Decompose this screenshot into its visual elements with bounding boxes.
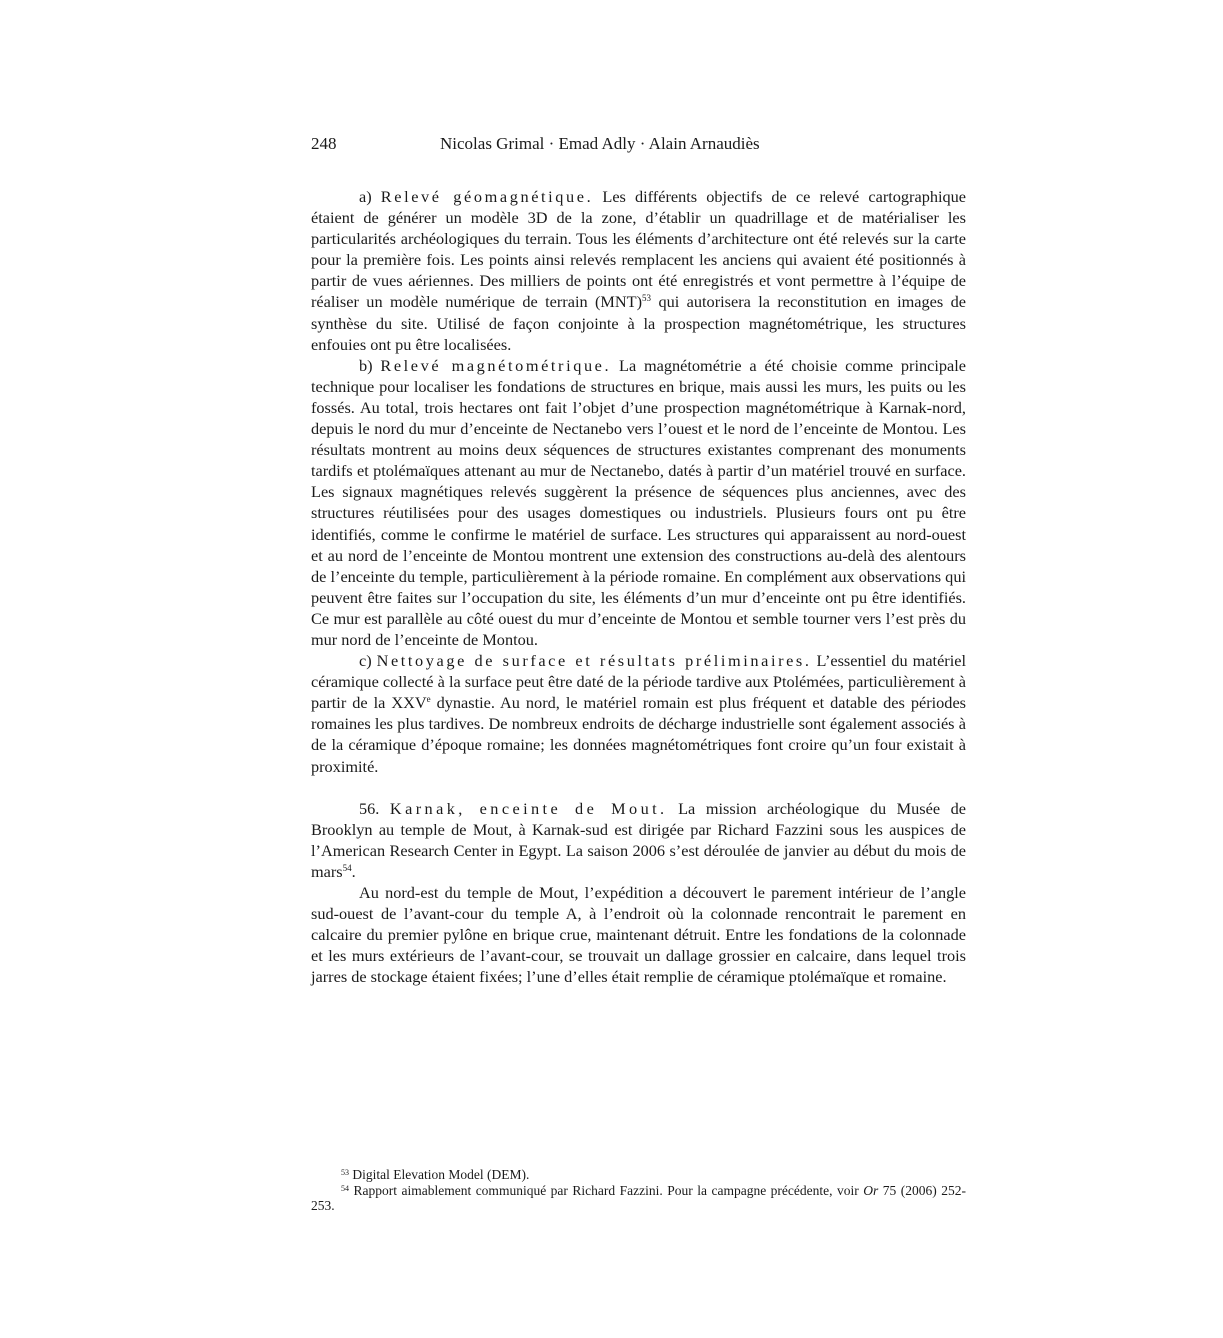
entry-heading: Karnak, enceinte de Mout. (389, 798, 668, 818)
paragraph-text-continued: dynastie. Au nord, le matériel romain est plus fréquent et datable des périodes romaines les plus tardives. De nombreux endroits de décharge industrielle sont également associés à de la céramique d’époque romaine; les données magnétométriques font croire qu’un four existait à proximité. (311, 693, 967, 776)
section-heading: Relevé magnétométrique. (380, 355, 612, 375)
paragraph-text: La mission archéologique du Musée de Brooklyn au temple de Mout, à Karnak-sud est dirigée par Richard Fazzini sous les auspices de l’American Research Center in Egypt. La saison 2006 s’est déroulée de janvier au début du mois de mars (311, 798, 967, 881)
footnote-text-continued: 75 (2006) 252-253. (311, 1182, 966, 1213)
paragraph-text-continued: qui autorisera la reconstitution en images de synthèse du site. Utilisé de façon conjointe à la prospection magnétométrique, les structures enfouies ont pu être localisées. (311, 292, 967, 354)
footnote-reference: 54 (342, 862, 352, 873)
footnote-number: 53 (341, 1168, 349, 1177)
paragraph-text: L’essentiel du matériel céramique collecté à la surface peut être daté de la période tardive aux Ptolémées, particulièrement à partir de la XXV (311, 651, 966, 713)
journal-abbreviation: Or (863, 1182, 879, 1198)
footnote-number: 54 (341, 1183, 349, 1193)
paragraph-text: La magnétométrie a été choisie comme principale technique pour localiser les fondations de structures en brique, mais aussi les murs, les puits ou les fossés. Au total, trois hectares ont fait l’objet d’une prospection magnétométrique à Karnak-nord, depuis le nord du mur d’enceinte de Nectanebo vers l’ouest et le nord de l’enceinte de Montou. Les résultats montrent au moins deux séquences de structures existantes comprenant des monuments tardifs et ptolémaïques attenant au mur de Nectanebo, datés à partir d’un matériel trouvé en surface. Les signaux magnétiques relevés suggèrent la présence de séquences plus anciennes, avec des structures réutilisées pour des usages domestiques ou industriels. Plusieurs fours ont pu être identifiés, comme le confirme le matériel de surface. Les structures qui apparaissent au nord-ouest et au nord de l’enceinte de Montou montrent une extension des constructions au-delà des alentours de l’enceinte du temple, particulièrement à la période romaine. En complément aux observations qui peuvent être faites sur l’occupation du site, les éléments d’un mur d’enceinte ont pu être identifiés. Ce mur est parallèle au côté ouest du mur d’enceinte de Montou et semble tourner vers l’est près du mur nord de l’enceinte de Montou. (311, 355, 966, 649)
entry-number: 56. (359, 798, 380, 818)
paragraph-nettoyage-de-surface (311, 650, 966, 777)
paragraph-text: Les différents objectifs de ce relevé cartographique étaient de générer un modèle 3D de la zone, d’établir un quadrillage et de matérialiser les particularités archéologiques du terrain. Tous les éléments d’architecture ont été relevés sur la carte pour la première fois. Les points ainsi relevés remplacent les anciens qui avaient été positionnés à partir de vues aériennes. Des milliers de points ont été enregistrés et vont permettre à l’équipe de réaliser un modèle numérique de terrain (MNT) (311, 187, 967, 312)
section-gap (311, 777, 966, 798)
section-prefix: a) (359, 187, 381, 206)
running-head-authors: Nicolas Grimal · Emad Adly · Alain Arnaudiès (440, 134, 760, 153)
paragraph-releve-geomagnetique (311, 186, 966, 355)
paragraph-releve-magnetometrique (311, 355, 966, 650)
paragraph-entry-56 (311, 798, 966, 882)
paragraph-temple-de-mout: Au nord-est du temple de Mout, l’expédition a découvert le parement intérieur de l’angle sud-ouest de l’avant-cour du temple A, à l’endroit où la colonnade rencontrait le parement en calcaire du premier pylône en brique crue, maintenant détruit. Entre les fondations de la colonnade et les murs extérieurs de l’avant-cour, se trouvait un dallage grossier en calcaire, dans lequel trois jarres de stockage étaient fixées; l’une d’elles était remplie de céramique ptolémaïque et romaine. (311, 883, 966, 987)
section-prefix: c) (359, 651, 377, 671)
section-heading: Relevé géomagnétique. (380, 187, 594, 206)
footnote-text: Digital Elevation Model (DEM). (349, 1167, 530, 1182)
section-heading: Nettoyage de surface et résultats préliminaires. (376, 651, 812, 671)
body-text (311, 186, 966, 987)
section-prefix: b) (359, 355, 381, 375)
footnote-reference: 53 (642, 293, 652, 304)
paragraph-text-continued: . (351, 861, 356, 881)
running-head (311, 134, 966, 158)
footnote-53 (311, 1167, 966, 1183)
superscript-e: e (426, 694, 431, 705)
page (311, 134, 966, 987)
footnote-text: Rapport aimablement communiqué par Richard Fazzini. Pour la campagne précédente, voir (349, 1182, 864, 1198)
footnote-54 (311, 1183, 966, 1214)
page-number: 248 (311, 134, 337, 153)
footnotes (311, 1167, 966, 1214)
